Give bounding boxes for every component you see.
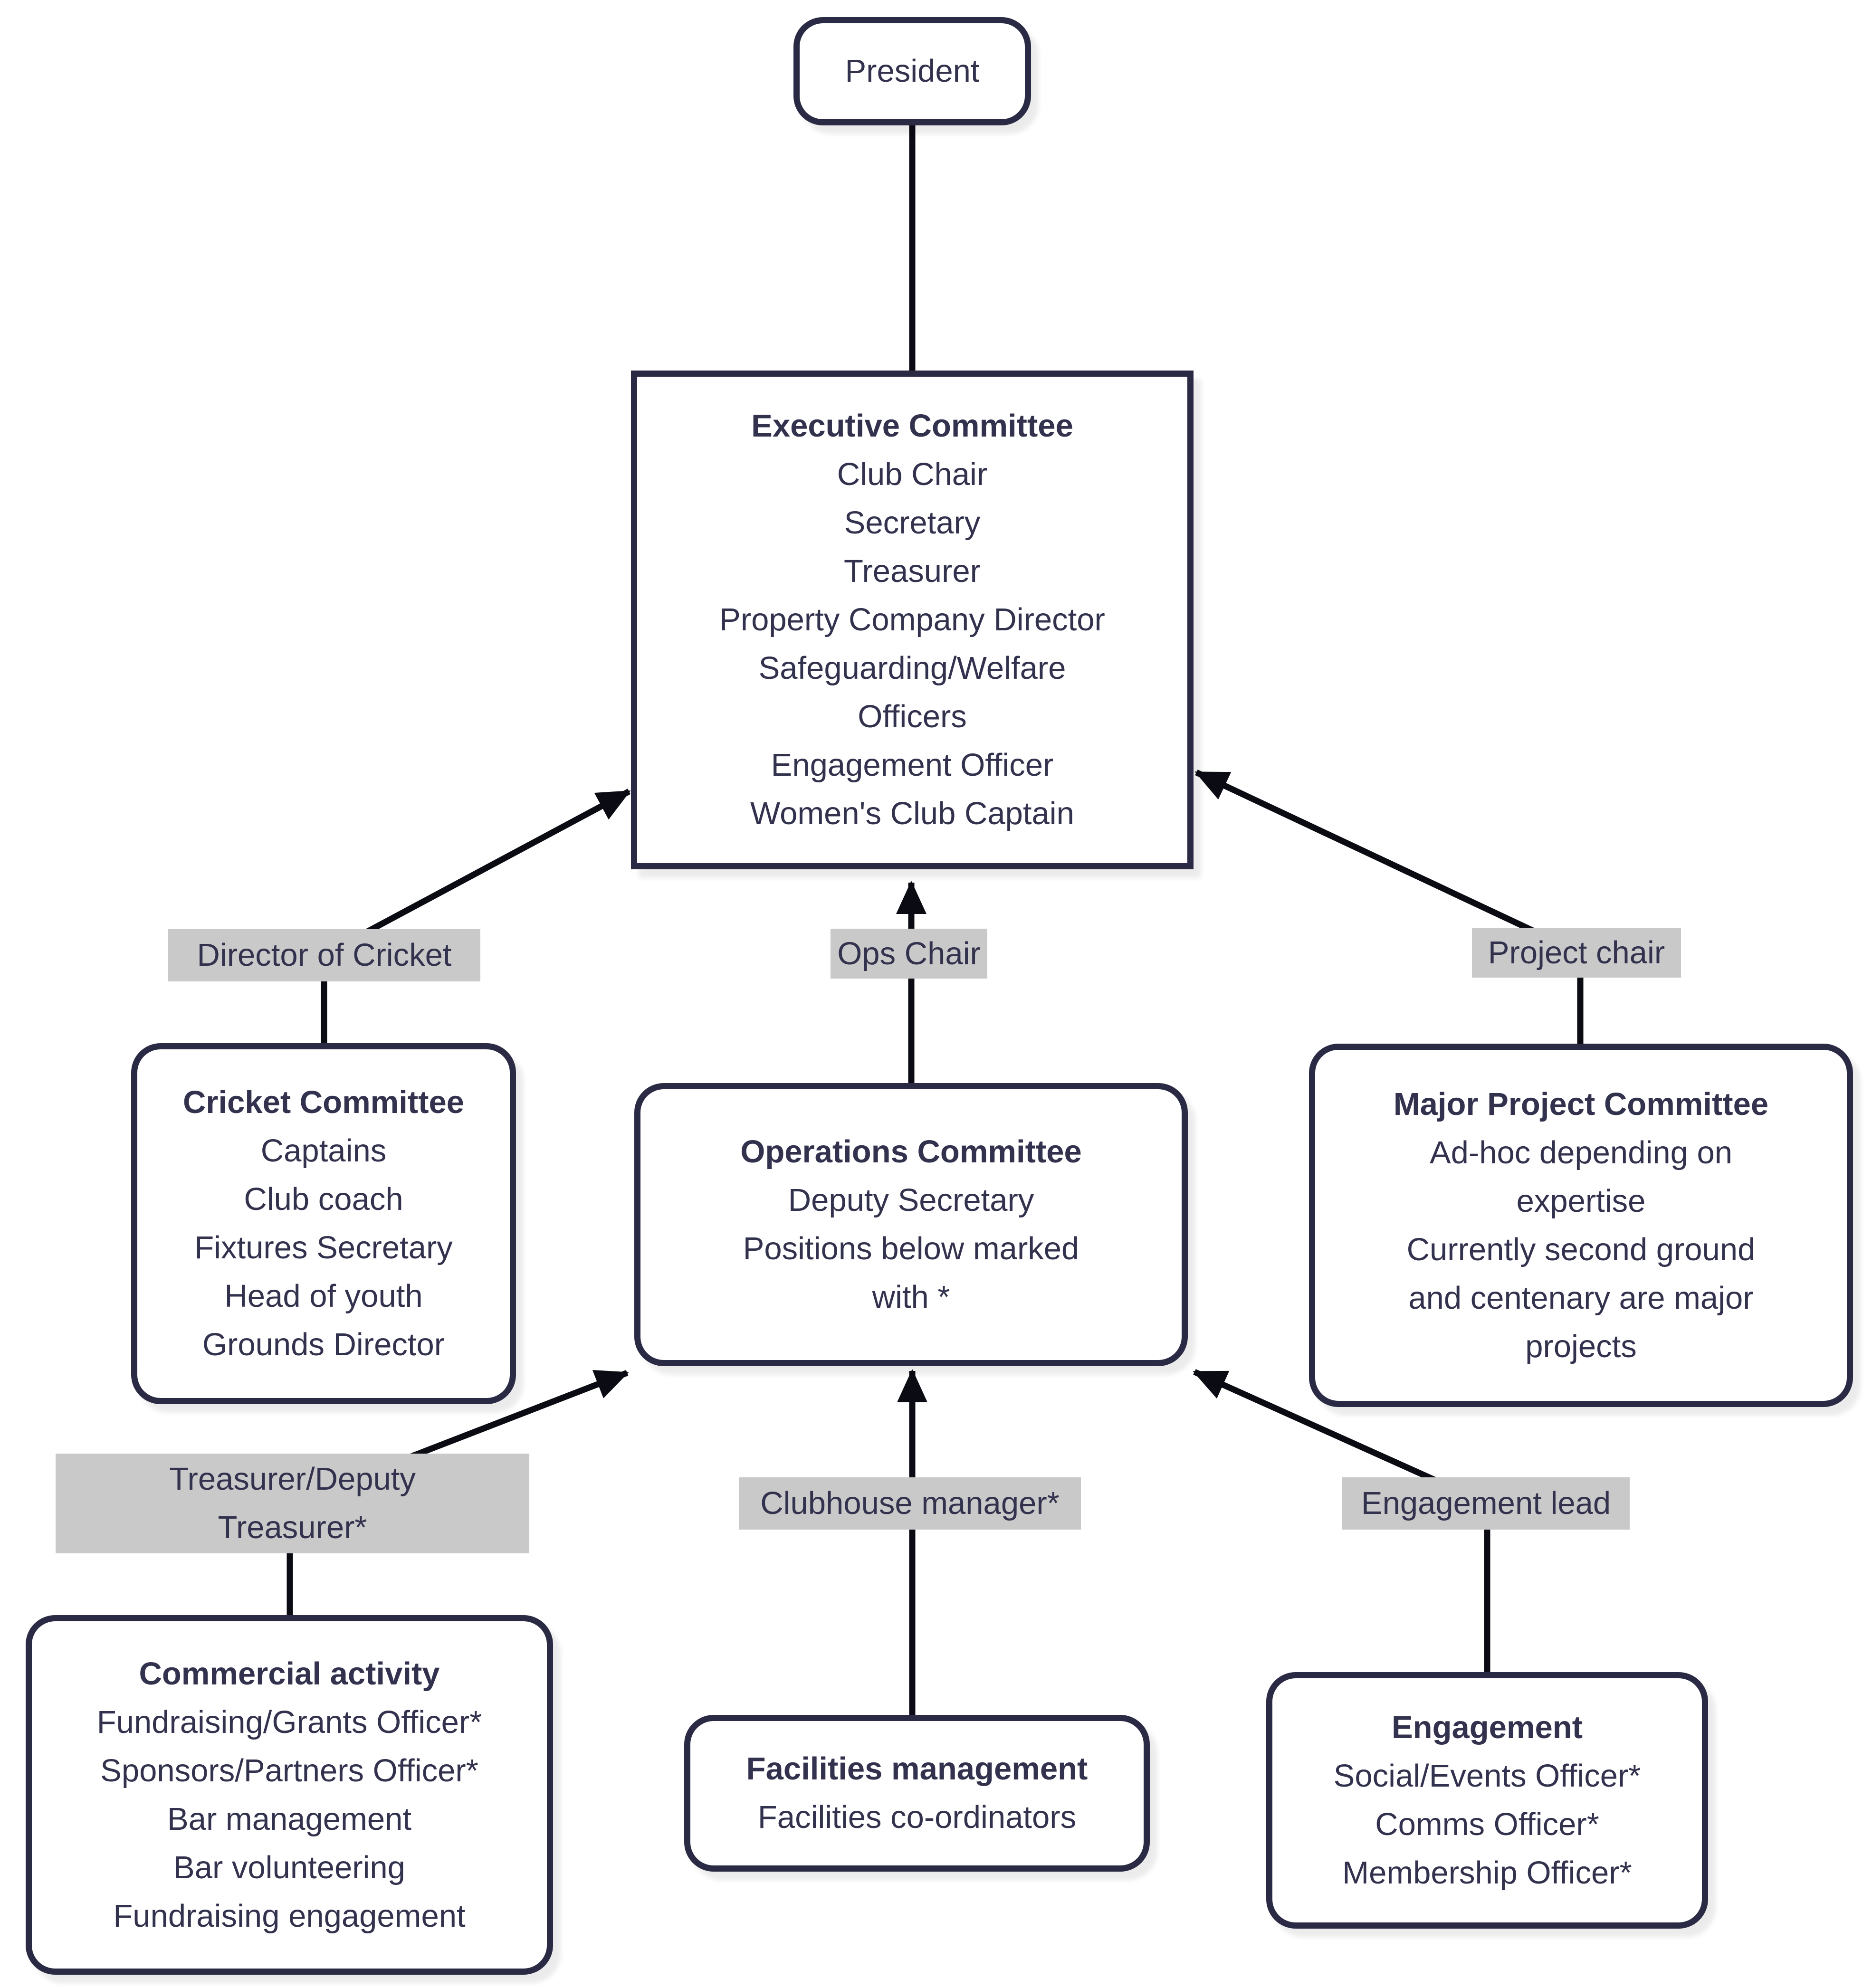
node-line: Grounds Director [202,1327,445,1362]
node-line: Comms Officer* [1375,1807,1599,1842]
node-line: Deputy Secretary [788,1182,1034,1218]
edge-label-ops-chair: Ops Chair [831,929,987,979]
node-line: Engagement Officer [771,747,1054,783]
node-president [793,17,1031,125]
node-line: Bar volunteering [173,1849,405,1885]
node-line: Officers [858,699,967,734]
node-executive-committee [631,371,1194,869]
node-line: Membership Officer* [1342,1855,1632,1891]
node-line: Captains [260,1133,387,1169]
node-line: Bar management [167,1801,411,1837]
edge-majorproject-executive [1196,772,1580,953]
node-line: Property Company Director [719,602,1105,637]
node-commercial-activity [26,1615,553,1975]
edge-label-treasurer-deputy-treasurer: Treasurer/Deputy Treasurer* [56,1454,529,1553]
node-line: Fundraising/Grants Officer* [96,1704,482,1740]
node-title: Commercial activity [139,1655,440,1692]
node-major-project-committee [1309,1044,1853,1407]
node-line: with * [872,1279,950,1315]
node-line: Fundraising engagement [113,1898,466,1934]
edge-label-project-chair: Project chair [1472,928,1681,978]
node-line: Sponsors/Partners Officer* [100,1752,478,1788]
node-title: Cricket Committee [182,1084,464,1120]
node-line: expertise [1516,1183,1646,1219]
node-facilities-management [684,1715,1150,1872]
node-title: Major Project Committee [1393,1086,1769,1122]
edge-label-clubhouse-manager: Clubhouse manager* [739,1477,1081,1530]
node-line: Club coach [244,1181,403,1217]
node-title: Operations Committee [740,1134,1082,1170]
node-title: Engagement [1391,1710,1583,1745]
node-cricket-committee [131,1043,516,1404]
node-line: projects [1525,1328,1637,1364]
node-line: Fixtures Secretary [194,1230,453,1265]
node-line: Facilities co-ordinators [757,1799,1077,1835]
node-line: Ad-hoc depending on [1429,1134,1733,1170]
node-title: President [845,53,980,89]
node-line: Social/Events Officer* [1333,1758,1641,1794]
node-line: and centenary are major [1408,1280,1754,1316]
node-line: Currently second ground [1406,1231,1756,1267]
node-line: Treasurer [844,553,981,589]
edge-label-engagement-lead: Engagement lead [1342,1477,1630,1530]
node-line: Women's Club Captain [750,796,1074,831]
node-title: Facilities management [746,1751,1088,1787]
node-line: Head of youth [224,1278,423,1314]
node-line: Positions below marked [743,1231,1079,1266]
node-line: Club Chair [837,457,988,492]
edge-label-director-of-cricket: Director of Cricket [168,929,480,981]
node-engagement [1266,1672,1708,1929]
node-line: Secretary [844,505,981,541]
node-line: Safeguarding/Welfare [758,650,1066,686]
node-operations-committee [634,1083,1188,1366]
node-title: Executive Committee [751,408,1073,444]
